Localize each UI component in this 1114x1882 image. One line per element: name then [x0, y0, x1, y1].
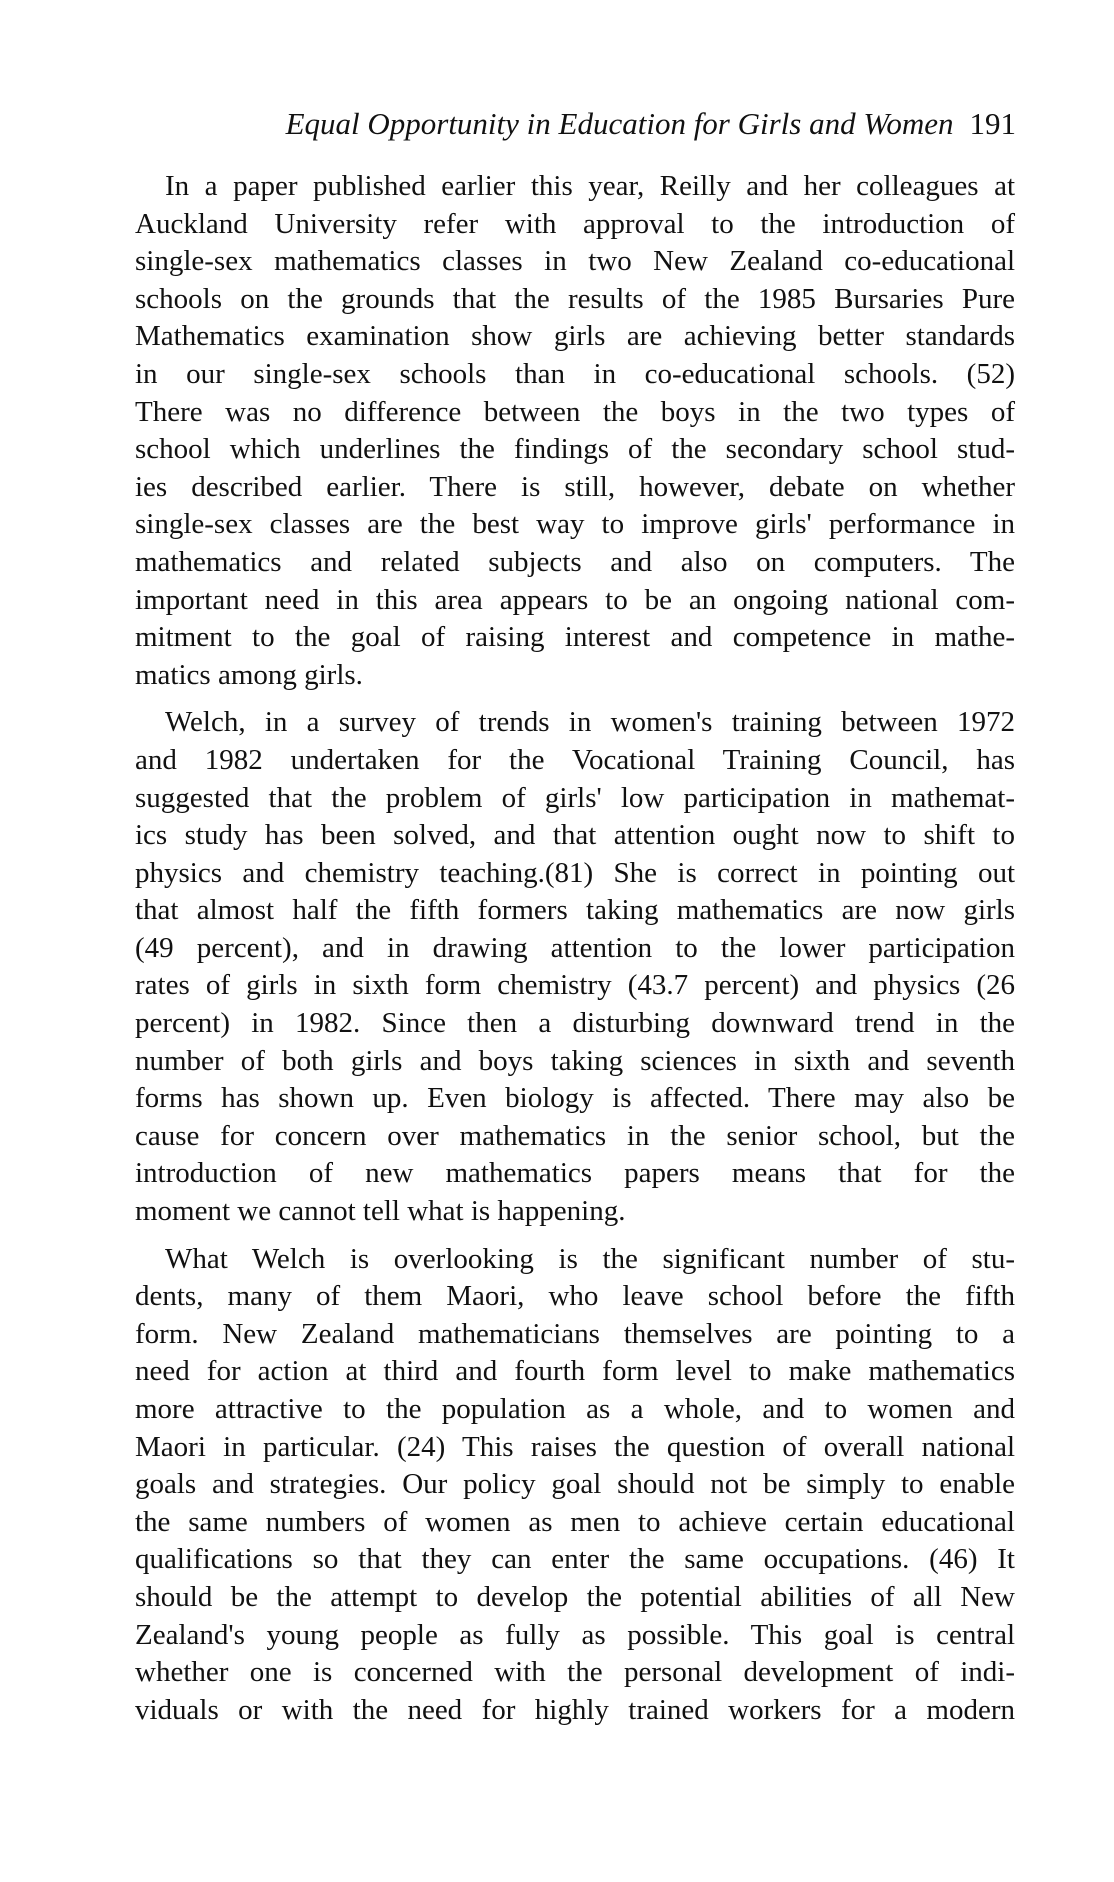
text-line: ies described earlier. There is still, however, debate on whether: [135, 470, 1015, 503]
text-line: physics and chemistry teaching.(81) She is correct in pointing out: [135, 856, 1015, 889]
text-line: form. New Zealand mathematicians themselves are pointing to a: [135, 1317, 1015, 1350]
paragraph-2: [135, 704, 1015, 1230]
page-number: 191: [969, 106, 1016, 141]
text-line: and 1982 undertaken for the Vocational Training Council, has: [135, 743, 1015, 776]
text-line: cause for concern over mathematics in the senior school, but the: [135, 1119, 1015, 1152]
text-line: whether one is concerned with the personal development of indi-: [135, 1656, 1015, 1689]
text-line: that almost half the fifth formers taking mathematics are now girls: [135, 894, 1015, 927]
text-line: mathematics and related subjects and also on computers. The: [135, 545, 1015, 578]
body-text: [135, 168, 1015, 1739]
running-title: Equal Opportunity in Education for Girls and Women: [285, 106, 954, 141]
text-line: (49 percent), and in drawing attention to the lower participation: [135, 931, 1015, 964]
running-header: [135, 104, 1016, 144]
text-line: matics among girls.: [135, 658, 363, 691]
text-line: goals and strategies. Our policy goal should not be simply to enable: [135, 1468, 1015, 1501]
text-line: rates of girls in sixth form chemistry (43.7 percent) and physics (26: [135, 969, 1015, 1002]
text-line: single-sex classes are the best way to improve girls' performance in: [135, 508, 1015, 541]
text-line: number of both girls and boys taking sciences in sixth and seventh: [135, 1044, 1015, 1077]
text-line: Welch, in a survey of trends in women's training between 1972: [165, 706, 1015, 739]
text-line: in our single-sex schools than in co-educational schools. (52): [135, 357, 1015, 390]
text-line: schools on the grounds that the results of the 1985 Bursaries Pure: [135, 282, 1015, 315]
text-line: more attractive to the population as a whole, and to women and: [135, 1393, 1015, 1425]
text-line: the same numbers of women as men to achieve certain educational: [135, 1505, 1015, 1538]
text-line: Mathematics examination show girls are achieving better standards: [135, 320, 1015, 353]
text-line: important need in this area appears to be an ongoing national com-: [135, 583, 1015, 616]
text-line: There was no difference between the boys in the two types of: [135, 395, 1015, 428]
text-line: What Welch is overlooking is the significant number of stu-: [165, 1242, 1015, 1275]
paragraph-1: [135, 168, 1015, 694]
paragraph-3: [135, 1241, 1015, 1730]
text-line: Zealand's young people as fully as possible. This goal is central: [135, 1618, 1015, 1651]
text-line: need for action at third and fourth form level to make mathematics: [135, 1355, 1015, 1388]
text-line: qualifications so that they can enter the same occupations. (46) It: [135, 1543, 1015, 1576]
text-line: Maori in particular. (24) This raises the question of overall national: [135, 1430, 1015, 1463]
text-line: moment we cannot tell what is happening.: [135, 1195, 626, 1228]
text-line: viduals or with the need for highly trained workers for a modern: [135, 1693, 1015, 1726]
text-line: school which underlines the findings of the secondary school stud-: [135, 433, 1015, 466]
text-line: In a paper published earlier this year, Reilly and her colleagues at: [165, 170, 1015, 202]
text-line: introduction of new mathematics papers means that for the: [135, 1157, 1015, 1190]
text-line: suggested that the problem of girls' low participation in mathemat-: [135, 781, 1015, 814]
text-line: percent) in 1982. Since then a disturbing downward trend in the: [135, 1007, 1015, 1040]
text-line: should be the attempt to develop the potential abilities of all New: [135, 1580, 1015, 1613]
text-line: mitment to the goal of raising interest and competence in mathe-: [135, 621, 1015, 654]
text-line: forms has shown up. Even biology is affected. There may also be: [135, 1082, 1015, 1115]
text-line: dents, many of them Maori, who leave school before the fifth: [135, 1280, 1015, 1313]
text-line: Auckland University refer with approval to the introduction of: [135, 207, 1015, 240]
text-line: ics study has been solved, and that attention ought now to shift to: [135, 819, 1015, 852]
text-line: single-sex mathematics classes in two New Zealand co-educational: [135, 245, 1015, 278]
